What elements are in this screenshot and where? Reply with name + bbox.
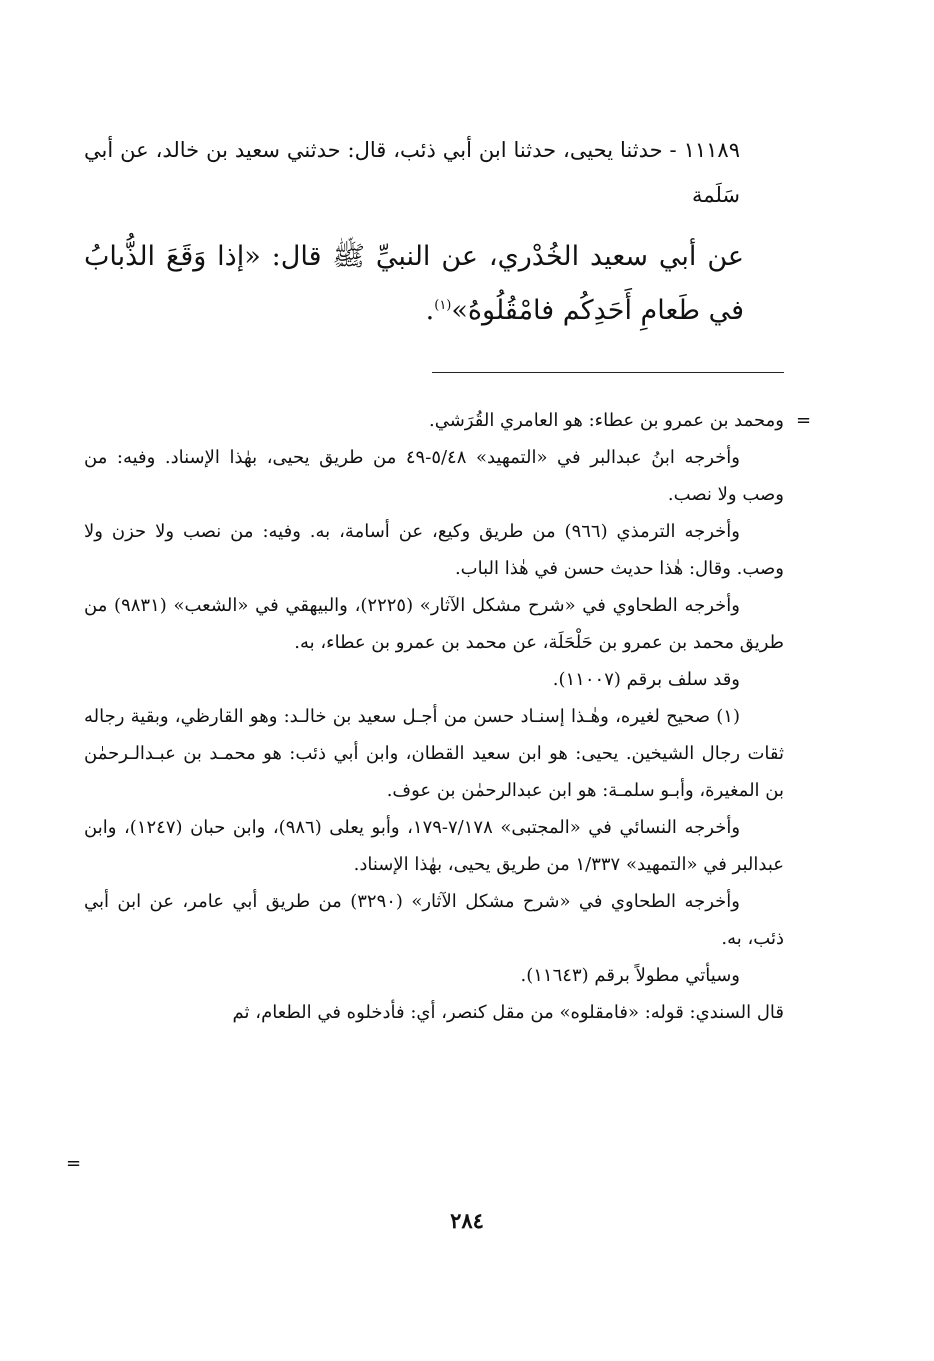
footnote-paragraph: وقد سلف برقم (١١٠٠٧). [552,669,740,690]
footnote-reference: (١) [434,298,452,313]
footnote-paragraph: وأخرجه الطحاوي في «شرح مشكل الآثار» (٢٢٢٥)، والبيهقي في «الشعب» (٩٨٣١) من طريق محمد بن عمرو بن حَلْحَلَة، عن محمد بن عمرو بن عطاء، به. [84,595,784,653]
continuation-marker-bottom: = [66,1153,82,1174]
footnote-paragraph: وأخرجه ابنُ عبدالبر في «التمهيد» ٥/٤٨-٤٩ من طريق يحيى، بهٰذا الإسناد. وفيه: من وصب ولا نصب. [84,447,784,505]
hadith-matn [84,230,744,338]
footnote-paragraph: وأخرجه الطحاوي في «شرح مشكل الآثار» (٣٢٩٠) من طريق أبي عامر، عن ابن أبي ذئب، به. [84,891,784,949]
footnote-paragraph: وأخرجه الترمذي (٩٦٦) من طريق وكيع، عن أسامة، به. وفيه: من نصب ولا حزن ولا وصب. وقال: هٰذا حديث حسن في هٰذا الباب. [84,521,784,579]
hadith-isnad: ١١١٨٩ - حدثنا يحيى، حدثنا ابن أبي ذئب، قال: حدثني سعيد بن خالد، عن أبي سَلَمة [84,138,740,207]
hadith-matn-end: . [425,295,435,326]
footnotes [84,402,784,1031]
page-number: ٢٨٤ [450,1208,484,1233]
footnote-paragraph: وسيأتي مطولاً برقم (١١٦٤٣). [520,965,740,986]
continuation-marker-top: = [796,410,812,431]
footnote-paragraph: ومحمد بن عمرو بن عطاء: هو العامري القُرَشي. [428,410,784,431]
footnote-paragraph: قال السندي: قوله: «فامقلوه» من مقل كنصر، أي: فأدخلوه في الطعام، ثم [232,1002,784,1023]
hadith-matn-text: عن أبي سعيد الخُدْري، عن النبيِّ ﷺ قال: «إذا وَقَعَ الذُّبابُ في طَعامِ أَحَدِكُم فامْقُلُوهُ» [84,241,744,326]
footnote-paragraph: وأخرجه النسائي في «المجتبى» ٧/١٧٨-١٧٩، وأبو يعلى (٩٨٦)، وابن حبان (١٢٤٧)، وابن عبدالبر في «التمهيد» ١/٣٣٧ من طريق يحيى، بهٰذا الإسناد. [84,817,784,875]
footnote-separator [432,372,784,373]
footnote-paragraph: (١) صحيح لغيره، وهٰـذا إسنـاد حسن من أجـل سعيد بن خالـد: وهو القارظي، وبقية رجاله ثقات رجال الشيخين. يحيى: هو ابن سعيد القطان، وابن أبي ذئب: هو محمـد بن عبـدالـرحمٰن بن المغيرة، وأبـو سلمـة: هو ابن عبدالرحمٰن بن عوف. [84,706,784,801]
